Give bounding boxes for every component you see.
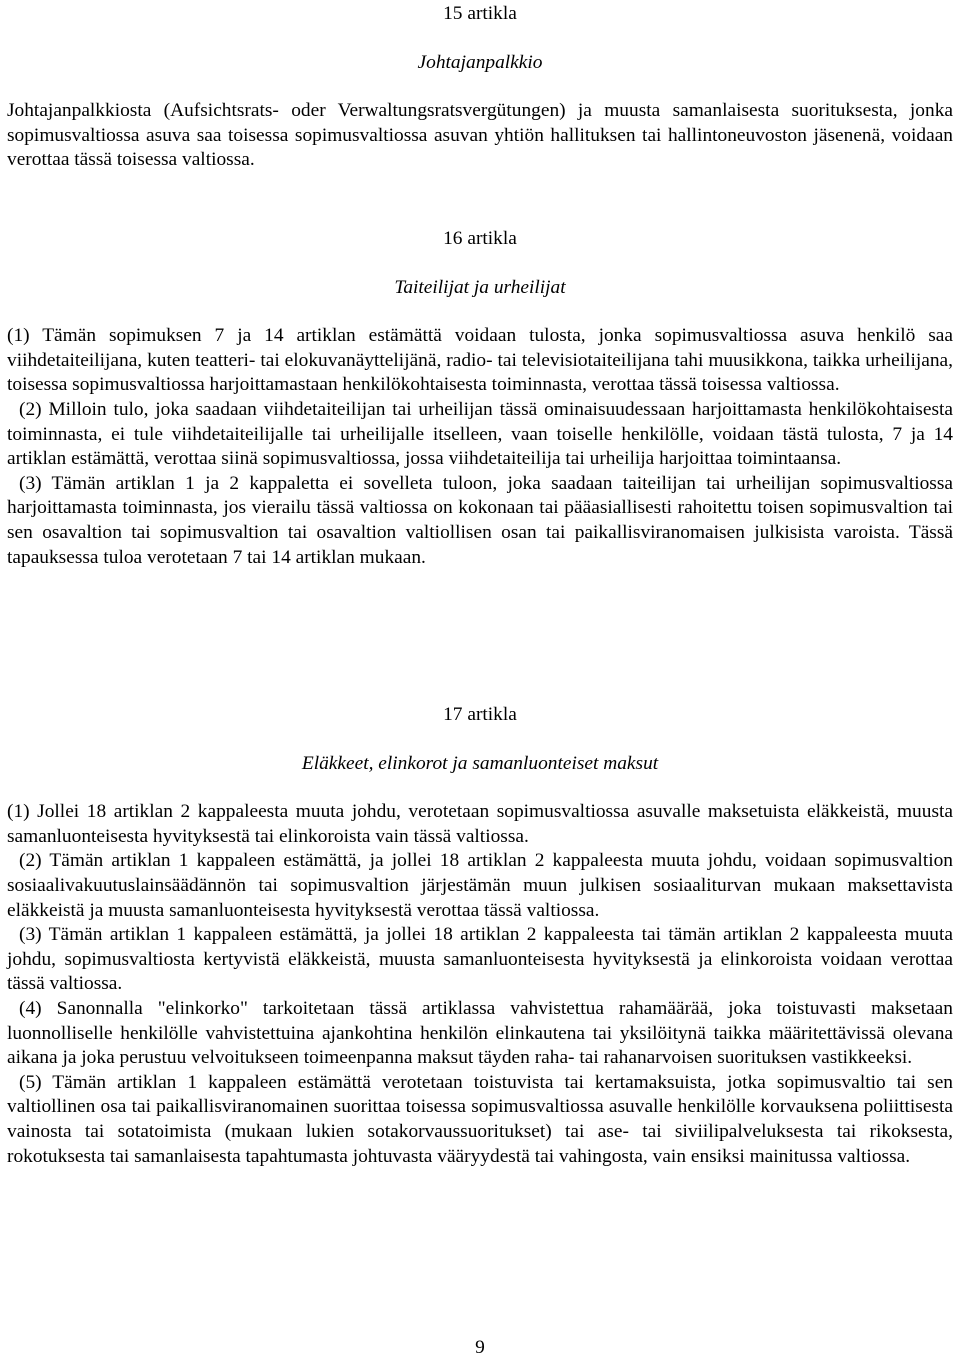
article-paragraph: (1) Tämän sopimuksen 7 ja 14 artiklan estämättä voidaan tulosta, jonka sopimusvaltiossa asuva henkilö saa viihdetaiteilijana, kuten teatteri- tai elokuvanäyttelijänä, radio- tai televisiotaiteilijana tahi muusikkona, taikka urheilijana, toisessa sopimusvaltiossa harjoittamastaan henkilökohtaisesta toiminnasta, verottaa tässä toisessa valtiossa. [7, 325, 953, 396]
article-paragraph: (1) Jollei 18 artiklan 2 kappaleesta muuta johdu, verotetaan sopimusvaltiossa asuvalle maksetuista eläkkeistä, muusta samanluonteisesta hyvityksestä tai elinkoroista vain tässä valtiossa. [7, 801, 953, 847]
article-paragraph: (3) Tämän artiklan 1 kappaleen estämättä, ja jollei 18 artiklan 2 kappaleesta tai tämän artiklan 2 kappaleesta muuta johdu, sopimusvaltiosta kertyvistä eläkkeistä, muusta samanluonteisesta hyvityksestä ja elinkoroista voidaan verottaa tässä valtiossa. [7, 924, 953, 995]
article-body [7, 800, 953, 1169]
article-paragraph: Johtajanpalkkiosta (Aufsichtsrats- oder Verwaltungsratsvergütungen) ja muusta samanlaisesta suorituksesta, jonka sopimusvaltiossa asuva saa toisessa sopimusvaltiossa asuvan yhtiön hallituksen tai hallintoneuvoston jäsenenä, voidaan verottaa tässä toisessa valtiossa. [7, 100, 953, 171]
page-number: 9 [475, 1337, 485, 1358]
article-heading: 15 artikla [443, 3, 517, 24]
article-heading: 17 artikla [443, 704, 517, 725]
article-heading: 16 artikla [443, 228, 517, 249]
article-paragraph: (2) Milloin tulo, joka saadaan viihdetaiteilijan tai urheilijan tässä ominaisuudessaan harjoittamasta henkilökohtaisesta toiminnasta, ei tule viihdetaiteilijalle tai urheilijalle itselleen, vaan toiselle henkilölle, voidaan tästä tulosta, 7 ja 14 artiklan estämättä, verottaa siinä sopimusvaltiossa, jossa viihdetaiteilija tai urheilija harjoittaa toimintaansa. [7, 398, 953, 470]
article-title: Eläkkeet, elinkorot ja samanluonteiset maksut [301, 752, 659, 774]
article-16 [7, 227, 953, 570]
article-paragraph: (2) Tämän artiklan 1 kappaleen estämättä, ja jollei 18 artiklan 2 kappaleesta muuta johdu, voidaan sopimusvaltion sosiaalivakuutuslainsäädännön tai sopimusvaltion järjestämän muun julkisen sosiaaliturvan mukaan maksettavista eläkkeistä ja muusta samanluonteisesta hyvityksestä verottaa tässä valtiossa. [7, 850, 953, 921]
article-15 [7, 2, 953, 173]
article-paragraph: (5) Tämän artiklan 1 kappaleen estämättä verotetaan toistuvista tai kertamaksuista, jotka sopimusvaltio tai sen valtiollinen osa tai paikallisviranomainen suorittaa toisessa sopimusvaltiossa asuvalle henkilölle korvauksena poliittisesta vainosta tai sotatoimista (mukaan lukien sotakorvaussuoritukset) tai ase- tai siviilipalveluksesta tai rikoksesta, rokotuksesta tai samanlaisesta tapahtumasta johtuvasta vääryydestä tai vahingosta, vain ensiksi mainitussa valtiossa. [7, 1071, 953, 1167]
article-17 [7, 703, 953, 1169]
article-title: Taiteilijat ja urheilijat [394, 276, 566, 298]
article-title: Johtajanpalkkio [417, 51, 543, 73]
article-paragraph: (3) Tämän artiklan 1 ja 2 kappaletta ei sovelleta tuloon, joka saadaan taiteilijan tai urheilijan sopimusvaltiossa harjoittamasta toiminnasta, jos vierailu tässä valtiossa on kokonaan tai pääasiallisesti rahoitettu toisen sopimusvaltion tai sen osavaltion tai sopimusvaltion tai osavaltion valtiollisen osan tai paikallisviranomaisen julkisista varoista. Tässä tapauksessa tuloa verotetaan 7 tai 14 artiklan mukaan. [7, 472, 953, 568]
article-paragraph: (4) Sanonnalla "elinkorko" tarkoitetaan tässä artiklassa vahvistettua rahamäärää, joka toistuvasti maksetaan luonnolliselle henkilölle vahvistettuina ajankohtina henkilön elinkautena tai yksilöitynä taikka määritettävissä olevana aikana ja joka perustuu velvoitukseen toimeenpanna maksut täyden raha- tai rahanarvoisen suorituksen vastikkeeksi. [7, 997, 953, 1069]
article-body [7, 324, 953, 570]
